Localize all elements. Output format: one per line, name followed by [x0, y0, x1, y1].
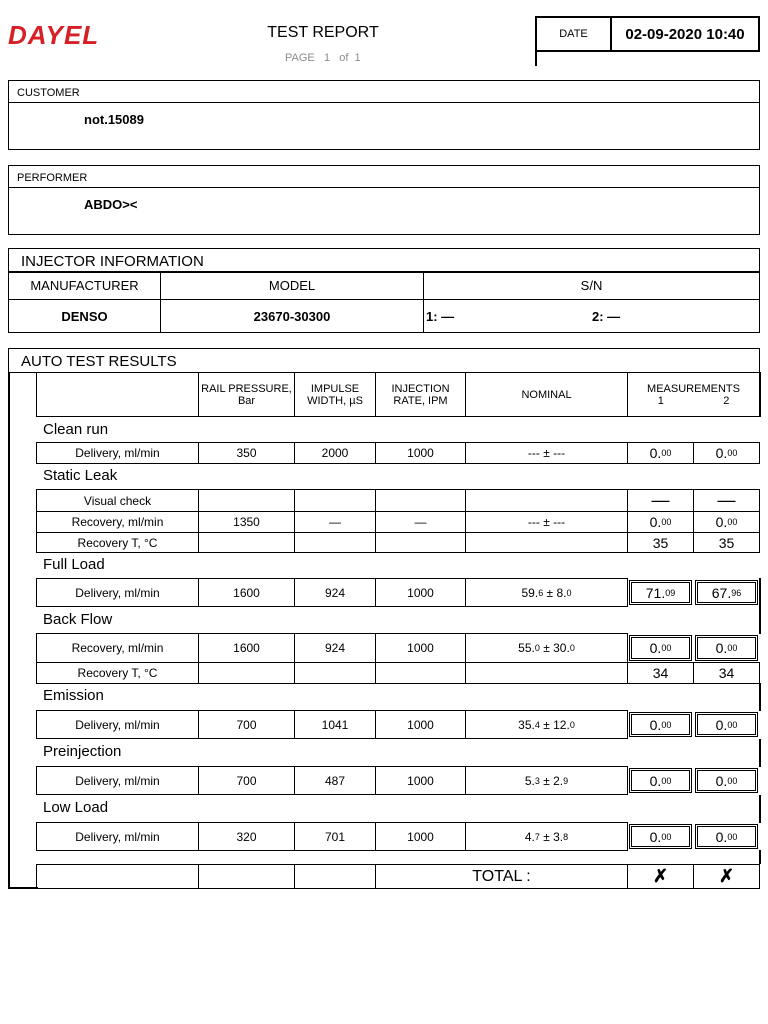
value-sub: 00	[727, 643, 738, 653]
injector-table	[8, 271, 760, 333]
nominal-value	[465, 710, 628, 739]
performer-label: PERFORMER	[8, 165, 760, 188]
injection-col-header	[375, 372, 466, 417]
frame-right-seg	[759, 578, 761, 634]
row-name: Visual check	[36, 489, 199, 512]
nominal-sub: 3	[534, 775, 540, 786]
group-low-load: Low Load	[43, 799, 109, 816]
nominal-value	[465, 532, 628, 553]
nominal-value: --- ± ---	[465, 511, 628, 533]
rail-value: 320	[198, 822, 295, 851]
nominal-sub: 4	[534, 719, 540, 730]
measurement-numbers	[628, 395, 759, 407]
measurement-2-value	[695, 580, 758, 605]
impulse-value	[294, 662, 376, 684]
group-clean-run: Clean run	[43, 421, 109, 438]
rail-value: 1600	[198, 633, 295, 663]
nominal-tol: ± 12.	[539, 717, 570, 732]
impulse-header-unit: WIDTH, µS	[307, 394, 363, 407]
frame-right-seg	[759, 739, 761, 767]
frame-left	[8, 372, 10, 889]
nominal-value: --- ± ---	[465, 442, 628, 464]
measurement-2-value: 35	[693, 532, 760, 553]
value-sub: 00	[727, 831, 738, 842]
measurement-1-value	[629, 635, 692, 661]
page-label: PAGE	[285, 52, 315, 64]
injection-value: 1000	[375, 766, 466, 795]
manufacturer-header: MANUFACTURER	[9, 272, 161, 300]
value-main: 0.	[715, 445, 728, 461]
value-main: 0.	[715, 640, 728, 656]
value-main: 67.	[711, 584, 732, 601]
injection-header-text: INJECTION	[391, 382, 450, 395]
impulse-value: 1041	[294, 710, 376, 739]
sn-header: S/N	[424, 272, 760, 300]
date-label: DATE	[537, 18, 612, 50]
manufacturer-value: DENSO	[9, 300, 161, 333]
measurement-2-value	[695, 635, 758, 661]
nominal-main: 5.	[524, 773, 535, 788]
value-sub: 00	[727, 775, 738, 786]
value-sub: 00	[661, 448, 672, 458]
row-name: Delivery, ml/min	[36, 710, 199, 739]
impulse-col-header	[294, 372, 376, 417]
rail-value	[198, 489, 295, 512]
nominal-value	[465, 633, 628, 663]
rail-header-text: RAIL PRESSURE,	[201, 382, 292, 395]
total-measurement-2: ✗	[693, 864, 760, 889]
value-sub: 00	[661, 775, 672, 786]
value-main: 0.	[649, 514, 662, 530]
nominal-tol-sub: 0	[569, 643, 575, 653]
injection-value: 1000	[375, 710, 466, 739]
impulse-value: 487	[294, 766, 376, 795]
frame-right-seg	[759, 850, 761, 864]
nominal-tol: ± 3.	[539, 829, 564, 844]
impulse-value: —	[294, 511, 376, 533]
injection-value: 1000	[375, 442, 466, 464]
divider	[535, 50, 537, 66]
nominal-tol: ± 30.	[539, 641, 570, 655]
rail-value: 700	[198, 710, 295, 739]
nominal-value	[465, 578, 628, 607]
sn-1: 1: —	[426, 308, 455, 324]
measurement-1-value	[629, 712, 692, 737]
value-main: 0.	[649, 772, 662, 789]
injection-value	[375, 532, 466, 553]
nominal-main: 35.	[518, 717, 535, 732]
report-title: TEST REPORT	[267, 24, 379, 41]
measurement-1-value: 35	[627, 532, 694, 553]
measurement-1-value: 34	[627, 662, 694, 684]
measurement-2-value	[695, 768, 758, 793]
value-sub: 00	[727, 719, 738, 730]
total-label: TOTAL :	[375, 864, 628, 889]
nominal-sub: 0	[534, 643, 540, 653]
group-preinjection: Preinjection	[43, 743, 122, 760]
measurement-1-value	[629, 768, 692, 793]
injection-value	[375, 489, 466, 512]
page-of: of	[339, 52, 349, 64]
injection-value: 1000	[375, 578, 466, 607]
name-col-header	[36, 372, 199, 417]
value-sub: 00	[661, 517, 672, 527]
rail-col-header	[198, 372, 295, 417]
group-emission: Emission	[43, 687, 104, 704]
injection-value	[375, 662, 466, 684]
rail-value	[198, 662, 295, 684]
measurement-1-value	[629, 580, 692, 605]
page-indicator	[285, 52, 361, 64]
injection-header-unit: RATE, IPM	[393, 394, 448, 407]
nominal-tol-sub: 8	[563, 831, 569, 842]
nominal-sub: 6	[538, 587, 544, 598]
customer-value: not.15089	[8, 103, 760, 150]
model-header: MODEL	[161, 272, 424, 300]
value-sub: 96	[731, 587, 742, 598]
value-main: 0.	[715, 828, 728, 845]
rail-header-unit: Bar	[237, 394, 256, 407]
impulse-header-text: IMPULSE	[310, 382, 360, 395]
rail-value: 1600	[198, 578, 295, 607]
nominal-tol-sub: 0	[566, 587, 572, 598]
nominal-tol: ± 8.	[543, 585, 567, 600]
row-name: Delivery, ml/min	[36, 822, 199, 851]
row-name: Delivery, ml/min	[36, 442, 199, 464]
value-sub: 00	[661, 719, 672, 730]
row-name: Delivery, ml/min	[36, 578, 199, 607]
measurement-1-value	[627, 442, 694, 464]
company-logo: DAYEL	[8, 20, 100, 50]
frame-right-seg	[759, 683, 761, 711]
frame-right-seg	[759, 795, 761, 823]
frame-bottom	[8, 887, 38, 889]
value-main: 71.	[645, 584, 666, 601]
value-sub: 09	[665, 587, 676, 598]
impulse-value: 701	[294, 822, 376, 851]
page-total: 1	[354, 52, 361, 64]
group-static-leak: Static Leak	[43, 467, 118, 484]
sn-2: 2: —	[592, 308, 621, 324]
sn-values	[424, 300, 760, 333]
measurement-2-value	[695, 712, 758, 737]
rail-value: 350	[198, 442, 295, 464]
measurement-2-value	[693, 442, 760, 464]
injection-value: 1000	[375, 633, 466, 663]
impulse-value: 924	[294, 578, 376, 607]
nominal-value	[465, 662, 628, 684]
page-current: 1	[323, 52, 331, 64]
measurements-header-text: MEASUREMENTS	[647, 382, 740, 395]
measurement-1-value	[629, 824, 692, 849]
row-name: Recovery, ml/min	[36, 633, 199, 663]
value-main: 0.	[649, 828, 662, 845]
measurement-2-value: 34	[693, 662, 760, 684]
measurement-2-value	[695, 824, 758, 849]
nominal-main: 59.	[521, 585, 539, 600]
measurement-2-value: —	[693, 489, 760, 512]
total-empty-cell	[198, 864, 295, 889]
nominal-main: 4.	[524, 829, 535, 844]
injection-value: 1000	[375, 822, 466, 851]
nominal-col-header: NOMINAL	[465, 372, 628, 417]
impulse-value	[294, 532, 376, 553]
row-name: Recovery T, °C	[36, 662, 199, 684]
value-main: 0.	[715, 716, 728, 733]
date-box	[535, 16, 760, 52]
model-value: 23670-30300	[161, 300, 424, 333]
row-name: Delivery, ml/min	[36, 766, 199, 795]
value-sub: 00	[661, 831, 672, 842]
row-name: Recovery, ml/min	[36, 511, 199, 533]
value-main: 0.	[715, 772, 728, 789]
value-main: 0.	[649, 716, 662, 733]
nominal-value	[465, 766, 628, 795]
measurements-col-header	[627, 372, 760, 417]
date-value: 02-09-2020 10:40	[625, 25, 745, 43]
value-main: 0.	[649, 640, 662, 656]
nominal-value	[465, 822, 628, 851]
measurement-1-value: —	[627, 489, 694, 512]
injector-section-title: INJECTOR INFORMATION	[8, 248, 760, 273]
value-main: 0.	[649, 445, 662, 461]
nominal-tol: ± 2.	[539, 773, 564, 788]
measurement-1-value	[627, 511, 694, 533]
group-back-flow: Back Flow	[43, 611, 113, 628]
rail-value: 700	[198, 766, 295, 795]
measurement-2-header: 2	[723, 394, 730, 407]
impulse-value	[294, 489, 376, 512]
injection-value: —	[375, 511, 466, 533]
results-section-title: AUTO TEST RESULTS	[8, 348, 760, 373]
row-name: Recovery T, °C	[36, 532, 199, 553]
value-sub: 00	[727, 448, 738, 458]
value-main: 0.	[715, 514, 728, 530]
performer-value: ABDO><	[8, 188, 760, 235]
rail-value	[198, 532, 295, 553]
nominal-sub: 7	[534, 831, 540, 842]
nominal-tol-sub: 9	[563, 775, 569, 786]
rail-value: 1350	[198, 511, 295, 533]
total-empty-cell	[294, 864, 376, 889]
measurement-2-value	[693, 511, 760, 533]
impulse-value: 924	[294, 633, 376, 663]
total-empty-cell	[36, 864, 199, 889]
nominal-value	[465, 489, 628, 512]
value-sub: 00	[661, 643, 672, 653]
nominal-tol-sub: 0	[569, 719, 575, 730]
total-measurement-1: ✗	[627, 864, 694, 889]
customer-label: CUSTOMER	[8, 80, 760, 103]
nominal-main: 55.	[518, 641, 535, 655]
value-sub: 00	[727, 517, 738, 527]
group-full-load: Full Load	[43, 556, 105, 573]
measurement-1-header: 1	[657, 394, 664, 407]
impulse-value: 2000	[294, 442, 376, 464]
